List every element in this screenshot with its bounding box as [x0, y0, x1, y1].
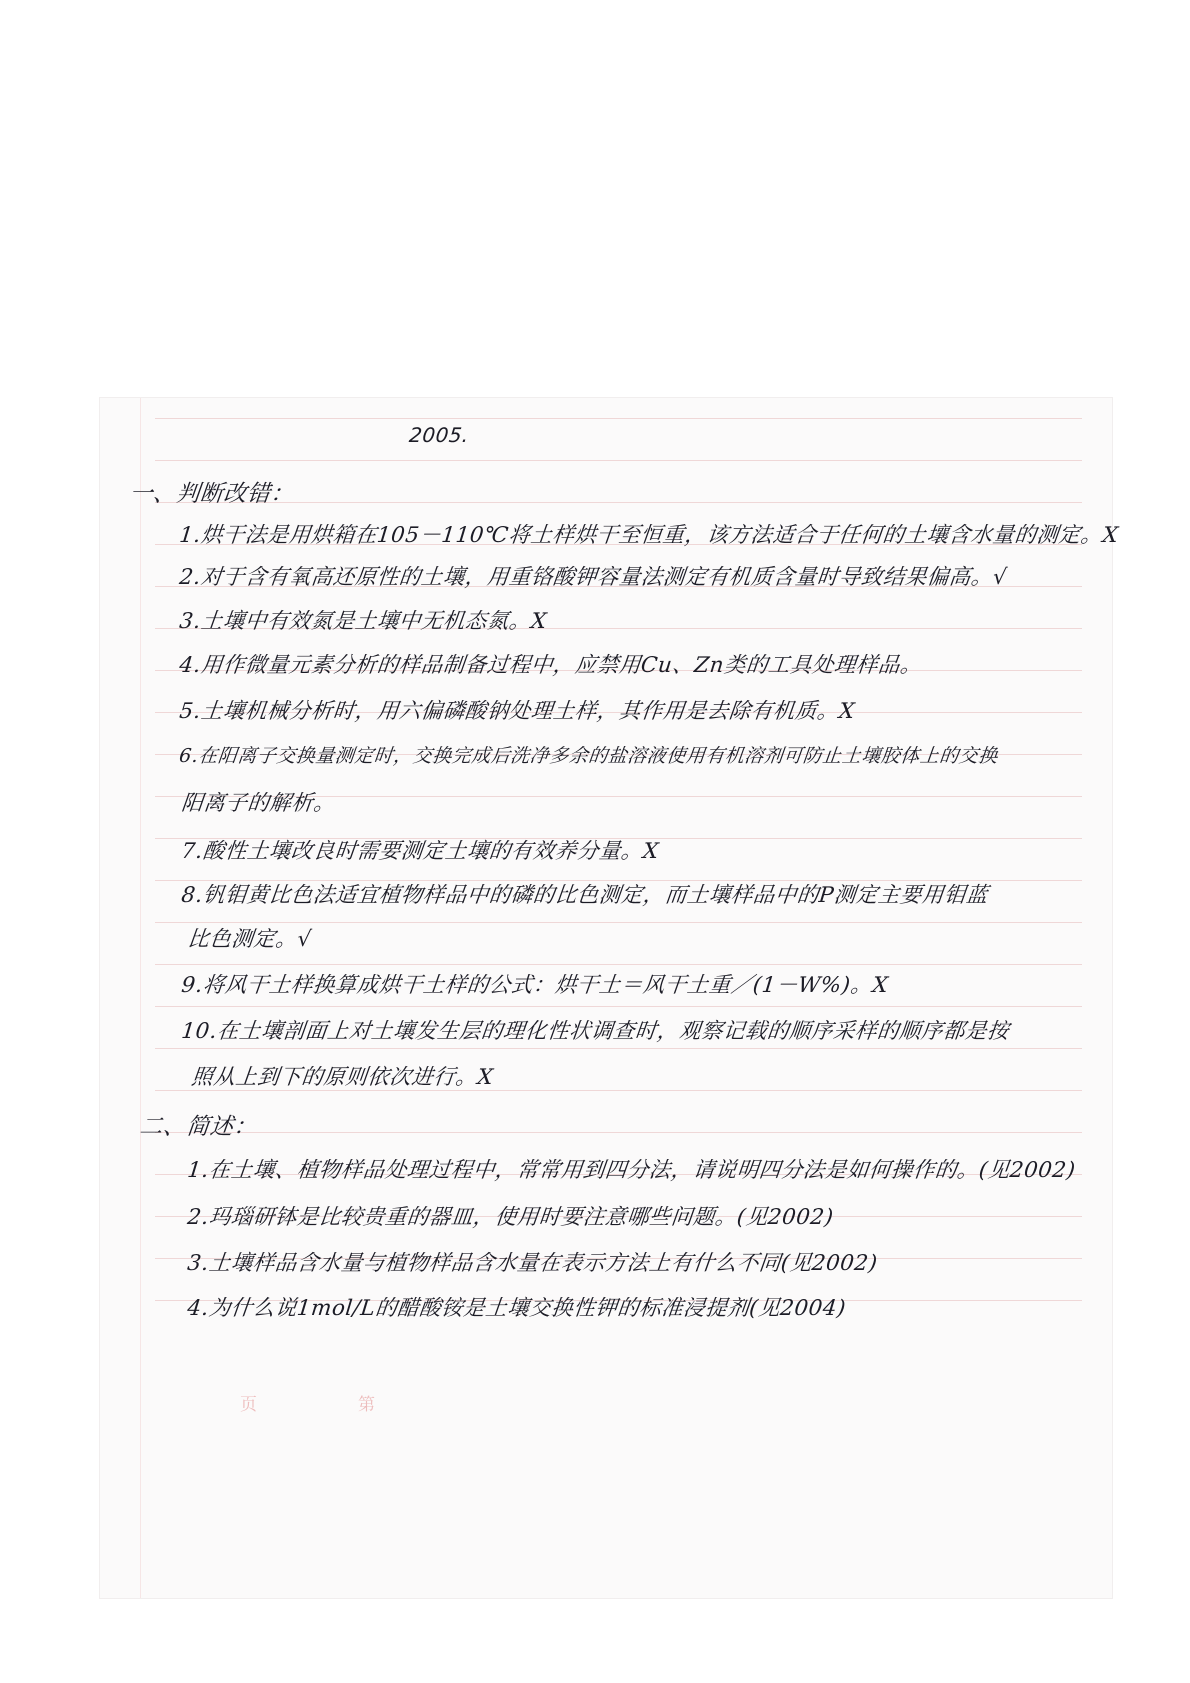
judgment-item-7: 7.酸性土壤改良时需要测定土壤的有效养分量。X: [180, 839, 661, 864]
judgment-item-8: 8.钒钼黄比色法适宜植物样品中的磷的比色测定，而土壤样品中的P测定主要用钼蓝: [180, 883, 990, 908]
section-1-heading: 一、判断改错：: [128, 481, 296, 507]
judgment-item-6: 6.在阳离子交换量测定时，交换完成后洗净多余的盐溶液使用有机溶剂可防止土壤胶体上的交换: [178, 745, 1000, 767]
ruled-line: [155, 418, 1082, 419]
short-answer-2: 2.玛瑙研钵是比较贵重的器皿，使用时要注意哪些问题。(见2002): [186, 1205, 835, 1230]
judgment-item-1: 1.烘干法是用烘箱在105－110℃将土样烘干至恒重，该方法适合于任何的土壤含水量的测定。X: [178, 523, 1120, 548]
judgment-item-3: 3.土壤中有效氮是土壤中无机态氮。X: [178, 609, 549, 634]
ruled-line: [155, 502, 1082, 503]
short-answer-3: 3.土壤样品含水量与植物样品含水量在表示方法上有什么不同(见2002): [186, 1251, 879, 1276]
short-answer-1: 1.在土壤、植物样品处理过程中，常常用到四分法，请说明四分法是如何操作的。(见2002): [186, 1158, 1077, 1183]
judgment-item-10: 10.在土壤剖面上对土壤发生层的理化性状调查时，观察记载的顺序采样的顺序都是按: [180, 1019, 1011, 1044]
ruled-line: [155, 1048, 1082, 1049]
ruled-line: [155, 460, 1082, 461]
ruled-line: [155, 964, 1082, 965]
judgment-item-5: 5.土壤机械分析时，用六偏磷酸钠处理土样，其作用是去除有机质。X: [178, 699, 857, 724]
judgment-item-10-continued: 照从上到下的原则依次进行。X: [190, 1065, 495, 1090]
footer-page-label: 页: [240, 1395, 257, 1415]
judgment-item-4: 4.用作微量元素分析的样品制备过程中，应禁用Cu、Zn类的工具处理样品。: [178, 653, 924, 678]
judgment-item-6-continued: 阳离子的解析。: [180, 791, 337, 816]
judgment-item-8-continued: 比色测定。√: [186, 927, 313, 952]
ruled-line: [155, 1132, 1082, 1133]
judgment-item-9: 9.将风干土样换算成烘干土样的公式：烘干土＝风干土重／(1－W%)。X: [180, 973, 890, 998]
margin-line: [140, 398, 141, 1598]
section-2-heading: 二、简述：: [138, 1114, 259, 1140]
short-answer-4: 4.为什么说1mol/L的醋酸铵是土壤交换性钾的标准浸提剂(见2004): [186, 1296, 848, 1321]
ruled-line: [155, 1006, 1082, 1007]
judgment-item-2: 2.对于含有氧高还原性的土壤，用重铬酸钾容量法测定有机质含量时导致结果偏高。√: [178, 565, 1009, 590]
year-label: 2005.: [408, 423, 471, 447]
footer-number-label: 第: [358, 1395, 375, 1415]
